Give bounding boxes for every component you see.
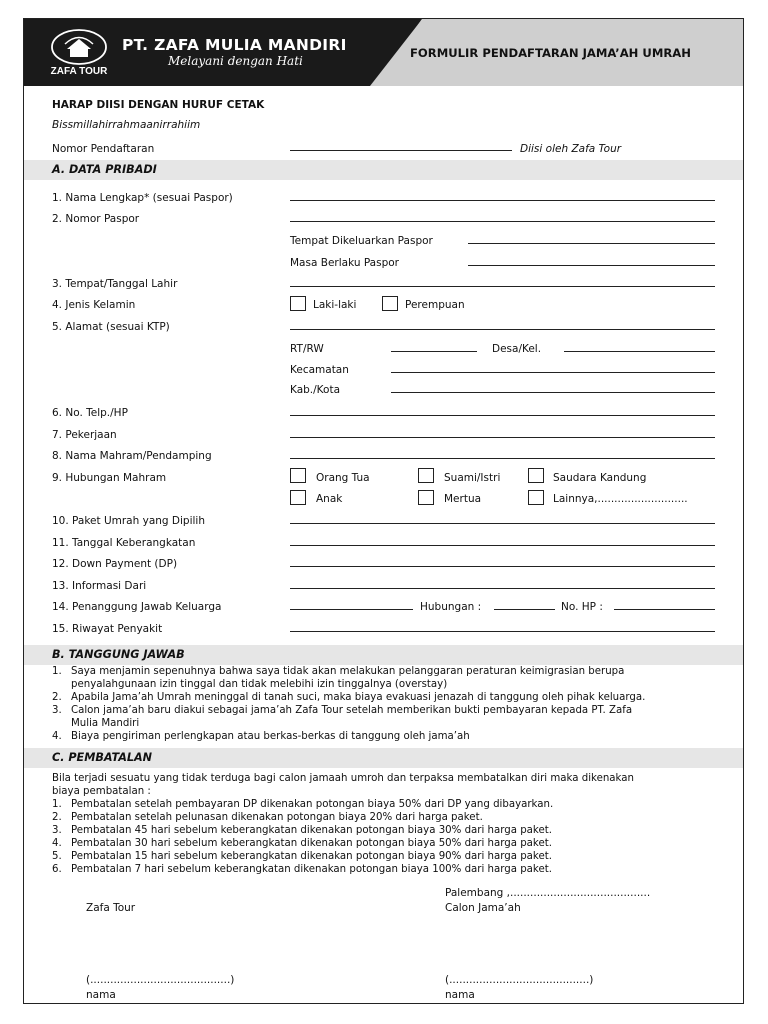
- pembatalan-item: [52, 824, 732, 837]
- desa-field[interactable]: [564, 351, 715, 352]
- tanggal-keberangkatan-field[interactable]: [290, 545, 715, 546]
- nohp-field[interactable]: [614, 609, 715, 610]
- pembatalan-intro-cont: biaya pembatalan :: [52, 786, 151, 797]
- company-tagline: Melayani dengan Hati: [168, 54, 303, 68]
- riwayat-penyakit-field[interactable]: [290, 631, 715, 632]
- suami-istri-label: Suami/Istri: [444, 472, 501, 484]
- nama-lengkap-label: 1. Nama Lengkap* (sesuai Paspor): [52, 192, 233, 204]
- perempuan-checkbox[interactable]: [382, 296, 398, 311]
- section-c-header: [24, 748, 743, 768]
- nohp-label: No. HP :: [561, 601, 603, 613]
- rtrw-field[interactable]: [391, 351, 477, 352]
- nomor-paspor-label: 2. Nomor Paspor: [52, 213, 140, 225]
- tanggung-jawab-item: [52, 691, 732, 704]
- item-number: 3.: [52, 825, 62, 836]
- desa-label: Desa/Kel.: [492, 343, 542, 355]
- lainnya-label: Lainnya,...........................: [553, 493, 688, 505]
- item-text-cont: penyalahgunaan izin tinggal dan tidak melebihi izin tinggalnya (overstay): [71, 679, 448, 690]
- nomor-note: Diisi oleh Zafa Tour: [520, 143, 622, 155]
- orang-tua-label: Orang Tua: [316, 472, 370, 484]
- section-c-title: C. PEMBATALAN: [52, 751, 153, 764]
- anak-checkbox[interactable]: [290, 490, 306, 505]
- section-a-title: A. DATA PRIBADI: [52, 163, 157, 176]
- section-a-header: [24, 160, 743, 180]
- bismillah-text: Bissmillahirrahmaanirrahiim: [52, 119, 201, 131]
- saudara-kandung-label: Saudara Kandung: [553, 472, 647, 484]
- item-number: 4.: [52, 731, 62, 742]
- nomor-pendaftaran-field[interactable]: [290, 150, 512, 151]
- mertua-checkbox[interactable]: [418, 490, 434, 505]
- item-number: 6.: [52, 864, 62, 875]
- lainnya-checkbox[interactable]: [528, 490, 544, 505]
- section-b-title: B. TANGGUNG JAWAB: [52, 648, 185, 661]
- telp-field[interactable]: [290, 415, 715, 416]
- signature-right-nama: nama: [445, 989, 475, 1001]
- item-text-cont: Mulia Mandiri: [71, 718, 140, 729]
- alamat-field[interactable]: [290, 329, 715, 330]
- penanggung-jawab-label: 14. Penanggung Jawab Keluarga: [52, 601, 222, 613]
- saudara-kandung-checkbox[interactable]: [528, 468, 544, 483]
- paket-field[interactable]: [290, 523, 715, 524]
- nama-lengkap-field[interactable]: [290, 200, 715, 201]
- pembatalan-intro: Bila terjadi sesuatu yang tidak terduga bagi calon jamaah umroh dan terpaksa membatalkan diri maka dikenakan: [52, 773, 634, 784]
- signature-left-name-field[interactable]: (..........................................): [86, 974, 235, 986]
- tempat-lahir-label: 3. Tempat/Tanggal Lahir: [52, 278, 178, 290]
- nomor-paspor-field[interactable]: [290, 221, 715, 222]
- orang-tua-checkbox[interactable]: [290, 468, 306, 483]
- down-payment-label: 12. Down Payment (DP): [52, 558, 178, 570]
- signature-left-nama: nama: [86, 989, 116, 1001]
- item-text: Pembatalan 15 hari sebelum keberangkatan dikenakan potongan biaya 90% dari harga paket.: [71, 851, 552, 862]
- tempat-paspor-label: Tempat Dikeluarkan Paspor: [290, 235, 433, 247]
- section-b-header: [24, 645, 743, 665]
- hubungan-mahram-label: 9. Hubungan Mahram: [52, 472, 167, 484]
- tempat-paspor-field[interactable]: [468, 243, 715, 244]
- pembatalan-item: [52, 850, 732, 863]
- tanggung-jawab-item: [52, 704, 732, 730]
- paket-label: 10. Paket Umrah yang Dipilih: [52, 515, 205, 527]
- perempuan-label: Perempuan: [405, 299, 465, 311]
- hubungan-field[interactable]: [494, 609, 555, 610]
- item-number: 2.: [52, 692, 62, 703]
- form-title: FORMULIR PENDAFTARAN JAMA’AH UMRAH: [410, 46, 691, 60]
- pembatalan-item: [52, 863, 732, 876]
- pekerjaan-field[interactable]: [290, 437, 715, 438]
- company-name: PT. ZAFA MULIA MANDIRI: [122, 36, 347, 54]
- down-payment-field[interactable]: [290, 566, 715, 567]
- item-text: Calon jama’ah baru diakui sebagai jama’ah Zafa Tour setelah memberikan bukti pembayaran kepada PT. Zafa: [71, 705, 633, 716]
- item-number: 5.: [52, 851, 62, 862]
- item-number: 2.: [52, 812, 62, 823]
- masa-paspor-field[interactable]: [468, 265, 715, 266]
- pembatalan-item: [52, 837, 732, 850]
- item-text: Pembatalan setelah pembayaran DP dikenakan potongan biaya 50% dari DP yang dibayarkan.: [71, 799, 554, 810]
- item-number: 4.: [52, 838, 62, 849]
- item-number: 1.: [52, 666, 62, 677]
- jenis-kelamin-label: 4. Jenis Kelamin: [52, 299, 136, 311]
- tanggal-keberangkatan-label: 11. Tanggal Keberangkatan: [52, 537, 196, 549]
- alamat-label: 5. Alamat (sesuai KTP): [52, 321, 170, 333]
- laki-laki-label: Laki-laki: [313, 299, 357, 311]
- mertua-label: Mertua: [444, 493, 482, 505]
- item-text: Saya menjamin sepenuhnya bahwa saya tidak akan melakukan pelanggaran peraturan keimigrasian berupa: [71, 666, 625, 677]
- place-date-field[interactable]: Palembang ,..........................................: [445, 887, 651, 899]
- tempat-lahir-field[interactable]: [290, 286, 715, 287]
- pembatalan-item: [52, 811, 732, 824]
- item-number: 3.: [52, 705, 62, 716]
- pembatalan-item: [52, 798, 732, 811]
- rtrw-label: RT/RW: [290, 343, 324, 355]
- instruction-text: HARAP DIISI DENGAN HURUF CETAK: [52, 99, 265, 111]
- kecamatan-label: Kecamatan: [290, 364, 349, 376]
- item-number: 1.: [52, 799, 62, 810]
- item-text: Pembatalan setelah pelunasan dikenakan potongan biaya 20% dari harga paket.: [71, 812, 483, 823]
- item-text: Pembatalan 45 hari sebelum keberangkatan dikenakan potongan biaya 30% dari harga paket.: [71, 825, 552, 836]
- riwayat-penyakit-label: 15. Riwayat Penyakit: [52, 623, 163, 635]
- informasi-field[interactable]: [290, 588, 715, 589]
- mahram-field[interactable]: [290, 458, 715, 459]
- item-text: Biaya pengiriman perlengkapan atau berkas-berkas di tanggung oleh jama’ah: [71, 731, 470, 742]
- masa-paspor-label: Masa Berlaku Paspor: [290, 257, 399, 269]
- informasi-label: 13. Informasi Dari: [52, 580, 147, 592]
- kabkota-field[interactable]: [391, 392, 715, 393]
- anak-label: Anak: [316, 493, 343, 505]
- signature-left-label: Zafa Tour: [86, 902, 136, 914]
- zafa-tour-logo-icon: [45, 27, 113, 77]
- pekerjaan-label: 7. Pekerjaan: [52, 429, 117, 441]
- item-text: Pembatalan 30 hari sebelum keberangkatan dikenakan potongan biaya 50% dari harga paket.: [71, 838, 552, 849]
- nomor-pendaftaran-label: Nomor Pendaftaran: [52, 143, 155, 155]
- laki-laki-checkbox[interactable]: [290, 296, 306, 311]
- suami-istri-checkbox[interactable]: [418, 468, 434, 483]
- penanggung-jawab-field[interactable]: [290, 609, 413, 610]
- signature-right-label: Calon Jama’ah: [445, 902, 521, 914]
- signature-right-name-field[interactable]: (..........................................): [445, 974, 594, 986]
- kecamatan-field[interactable]: [391, 372, 715, 373]
- logo-text: ZAFA TOUR: [50, 66, 108, 77]
- telp-label: 6. No. Telp./HP: [52, 407, 128, 419]
- mahram-label: 8. Nama Mahram/Pendamping: [52, 450, 212, 462]
- hubungan-label: Hubungan :: [420, 601, 482, 613]
- tanggung-jawab-item: [52, 665, 732, 691]
- item-text: Pembatalan 7 hari sebelum keberangkatan dikenakan potongan biaya 100% dari harga paket.: [71, 864, 552, 875]
- tanggung-jawab-item: [52, 730, 732, 743]
- kabkota-label: Kab./Kota: [290, 384, 341, 396]
- item-text: Apabila Jama’ah Umrah meninggal di tanah suci, maka biaya evakuasi jenazah di tanggung oleh pihak keluarga.: [71, 692, 646, 703]
